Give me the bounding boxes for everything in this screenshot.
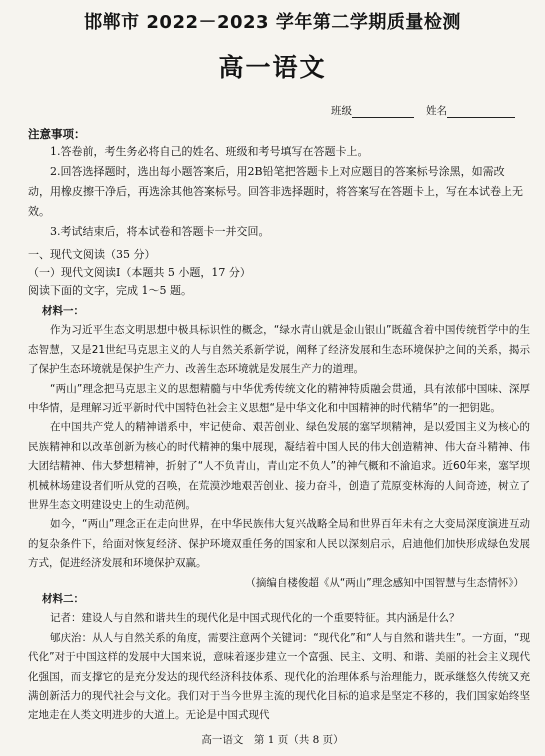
- note-item: 1.答卷前，考生务必将自己的姓名、班级和考号填写在答题卡上。: [50, 145, 369, 158]
- name-blank: [447, 107, 515, 118]
- class-blank: [352, 107, 414, 118]
- class-label: 班级: [331, 105, 352, 117]
- material-2-paragraph: 记者：建设人与自然和谐共生的现代化是中国式现代化的一个重要特征。其内涵是什么？: [50, 612, 460, 625]
- notes-list: [28, 142, 524, 242]
- material-2: [28, 590, 530, 726]
- material-1: [28, 302, 530, 593]
- notes-heading: 注意事项：: [28, 127, 86, 141]
- material-1-paragraph: 在中国共产党人的精神谱系中，牢记使命、艰苦创业、绿色发展的塞罕坝精神，是以爱国主义为核心的民族精神和以改革创新为核心的时代精神的集中展现，凝结着中国人民的伟大创造精神、伟大奋斗精神、伟大团结精神、伟大梦想精神，折射了“人不负青山，青山定不负人”的神气概和不渝追求。近60年来，塞罕坝机械林场建设者们听从党的召唤，在荒漠沙地艰苦创业、接力奋斗，创造了荒原变林海的人间奇迹，树立了世界生态文明建设史上的生动范例。: [28, 421, 530, 512]
- material-1-label: 材料一：: [42, 305, 84, 317]
- subject-title: 高一语文: [218, 53, 327, 82]
- page-footer: 高一语文 第 1 页（共 8 页）: [201, 734, 344, 746]
- material-1-paragraph: 如今，“两山”理念正在走向世界，在中华民族伟大复兴战略全局和世界百年未有之大变局深度演进互动的复杂条件下，给面对恢复经济、保护环境双重任务的国家和人民以深刻启示，启迪他们加快形成绿色发展方式，促进经济发展和环境保护双赢。: [28, 518, 530, 570]
- part-title: 一、现代文阅读（35 分）: [28, 248, 156, 261]
- name-label: 姓名: [426, 105, 447, 117]
- material-1-paragraph: “两山”理念把马克思主义的思想精髓与中华优秀传统文化的精神特质融会贯通，具有浓郁中国味、深厚中华情，是理解习近平新时代中国特色社会主义思想“是中华文化和中国精神的时代精华”的一把钥匙。: [28, 382, 530, 415]
- sub-title: （一）现代文阅读Ⅰ（本题共 5 小题，17 分）: [28, 266, 251, 279]
- material-2-label: 材料二：: [42, 593, 84, 605]
- material-1-source: （摘编自楼俊超《从“两山”理念感知中国智慧与生态情怀》）: [245, 576, 524, 589]
- student-info-row: [331, 103, 515, 118]
- note-item: 2.回答选择题时，选出每小题答案后，用2B铅笔把答题卡上对应题目的答案标号涂黑，如需改动，用橡皮擦干净后，再选涂其他答案标号。回答非选择题时，将答案写在答题卡上，写在本试卷上无效。: [28, 165, 523, 218]
- material-1-paragraph: 作为习近平生态文明思想中极具标识性的概念，“绿水青山就是金山银山”既蕴含着中国传统哲学中的生态智慧，又是21世纪马克思主义的人与自然关系新学说，阐释了经济发展和生态环境保护之间的关系，揭示了保护生态环境就是保护生产力、改善生态环境就是发展生产力的道理。: [28, 324, 530, 376]
- note-item: 3.考试结束后，将本试卷和答题卡一并交回。: [50, 225, 270, 238]
- material-2-paragraph: 郇庆治：从人与自然关系的角度，需要注意两个关键词：“现代化”和“人与自然和谐共生”。一方面，“现代化”对于中国这样的发展中大国来说，意味着逐步建立一个富强、民主、文明、和谐、美丽的社会主义现代化强国，而支撑它的是充分发达的现代经济科技体系、现代化的治理体系与治理能力，既承继悠久传统又充满创新活力的现代社会与文化。我们对于当今世界主流的现代化目标的追求是坚定不移的，我们国家始终坚定地走在人类文明进步的大道上。无论是中国式现代: [28, 631, 530, 722]
- exam-title: 邯郸市 2022－2023 学年第二学期质量检测: [84, 12, 461, 33]
- section-header: [28, 246, 528, 300]
- instruction: 阅读下面的文字，完成 1～5 题。: [28, 284, 192, 297]
